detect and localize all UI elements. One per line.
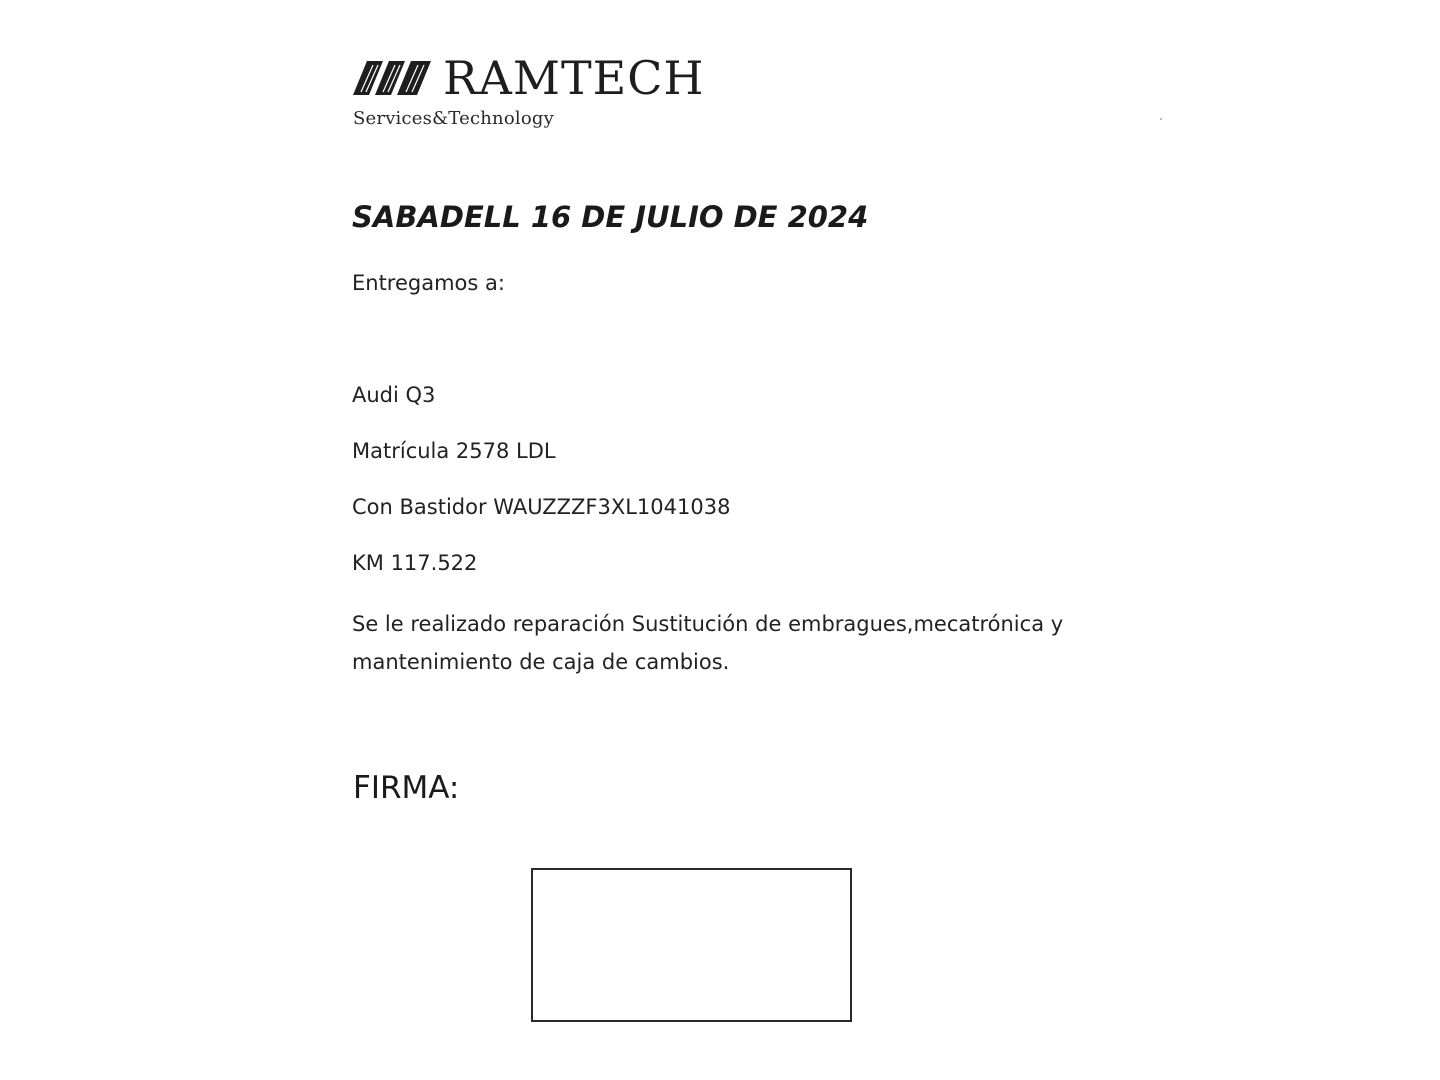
brand-name: RAMTECH — [443, 51, 705, 105]
chassis-number-line: Con Bastidor WAUZZZF3XL1041038 — [352, 495, 731, 519]
vehicle-model: Audi Q3 — [352, 383, 436, 407]
logo-row — [353, 52, 705, 104]
delivered-to-label: Entregamos a: — [352, 271, 505, 295]
mileage-line: KM 117.522 — [352, 551, 478, 575]
repair-description: Se le realizado reparación Sustitución de embragues,mecatrónica y mantenimiento de caja de cambios. — [352, 612, 1064, 674]
signature-box — [531, 868, 852, 1022]
place-date-heading: SABADELL 16 DE JULIO DE 2024 — [352, 200, 869, 234]
license-plate-line: Matrícula 2578 LDL — [352, 439, 556, 463]
letterhead — [353, 52, 705, 129]
brand-tagline: Services&Technology — [353, 108, 554, 129]
scan-speck — [1160, 118, 1162, 120]
ramtech-logo-icon — [353, 59, 433, 97]
signature-label: FIRMA: — [353, 770, 460, 806]
